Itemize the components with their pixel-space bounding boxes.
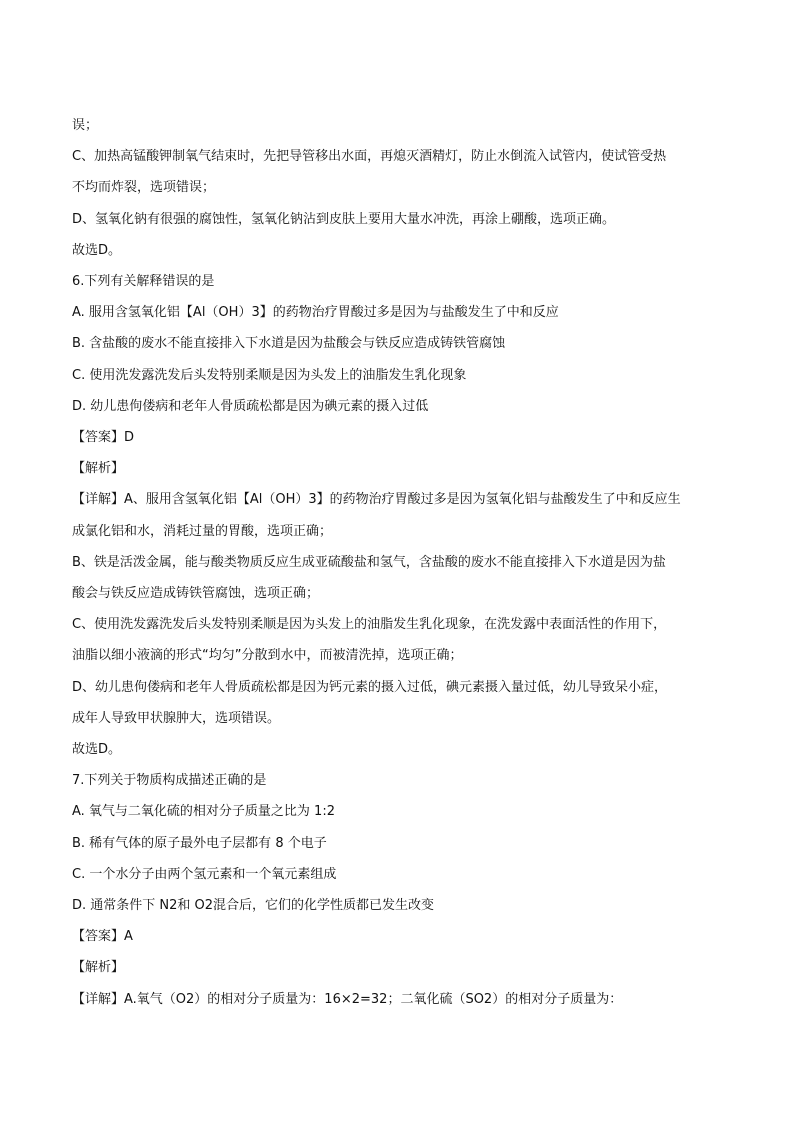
question-6-option-d: D. 幼儿患佝偻病和老年人骨质疏松都是因为碘元素的摄入过低 [72,399,429,414]
analysis-label: 【解析】 [72,461,125,476]
question-7-option-a: A. 氧气与二氧化硫的相对分子质量之比为 1:2 [72,804,335,819]
text-line: 成年人导致甲状腺肿大，选项错误。 [72,711,281,726]
question-6-option-b: B. 含盐酸的废水不能直接排入下水道是因为盐酸会与铁反应造成铸铁管腐蚀 [72,336,506,351]
answer-label: 【答案】D [72,430,135,445]
text-line: 不均而炸裂，选项错误； [72,180,216,195]
question-6-title: 6.下列有关解释错误的是 [72,274,215,289]
text-line: 【详解】A.氧气（O2）的相对分子质量为：16×2=32；二氧化硫（SO2）的相对分子质量为： [72,992,623,1007]
text-line: D、氢氧化钠有很强的腐蚀性，氢氧化钠沾到皮肤上要用大量水冲洗，再涂上硼酸，选项正确。 [72,212,616,227]
text-line: 成氯化铝和水，消耗过量的胃酸，选项正确； [72,524,333,539]
question-7-option-d: D. 通常条件下 N2和 O2混合后，它们的化学性质都已发生改变 [72,898,435,913]
text-line: B、铁是活泼金属，能与酸类物质反应生成亚硫酸盐和氢气，含盐酸的废水不能直接排入下水道是因为盐 [72,555,666,570]
text-line: 【详解】A、服用含氢氧化铝【Al（OH）3】的药物治疗胃酸过多是因为氢氧化铝与盐酸发生了中和反应生 [72,492,681,507]
text-line: 误； [72,118,99,133]
question-6-option-c: C. 使用洗发露洗发后头发特别柔顺是因为头发上的油脂发生乳化现象 [72,368,467,383]
text-line: 酸会与铁反应造成铸铁管腐蚀，选项正确； [72,586,320,601]
text-line: 油脂以细小液滴的形式“均匀”分散到水中，而被清洗掉，选项正确； [72,648,463,663]
text-line: C、加热高锰酸钾制氧气结束时，先把导管移出水面，再熄灭酒精灯，防止水倒流入试管内，使试管受热 [72,149,667,164]
text-line: 故选D。 [72,243,122,258]
text-line: C、使用洗发露洗发后头发特别柔顺是因为头发上的油脂发生乳化现象，在洗发露中表面活性的作用下， [72,617,667,632]
question-6-option-a: A. 服用含氢氧化铝【Al（OH）3】的药物治疗胃酸过多是因为与盐酸发生了中和反应 [72,305,559,320]
text-line: 故选D。 [72,742,122,757]
question-7-option-b: B. 稀有气体的原子最外电子层都有 8 个电子 [72,836,327,851]
text-line: D、幼儿患佝偻病和老年人骨质疏松都是因为钙元素的摄入过低，碘元素摄入量过低，幼儿导致呆小症， [72,680,668,695]
analysis-label: 【解析】 [72,960,125,975]
question-7-option-c: C. 一个水分子由两个氢元素和一个氧元素组成 [72,867,337,882]
question-7-title: 7.下列关于物质构成描述正确的是 [72,773,267,788]
answer-label: 【答案】A [72,929,133,944]
